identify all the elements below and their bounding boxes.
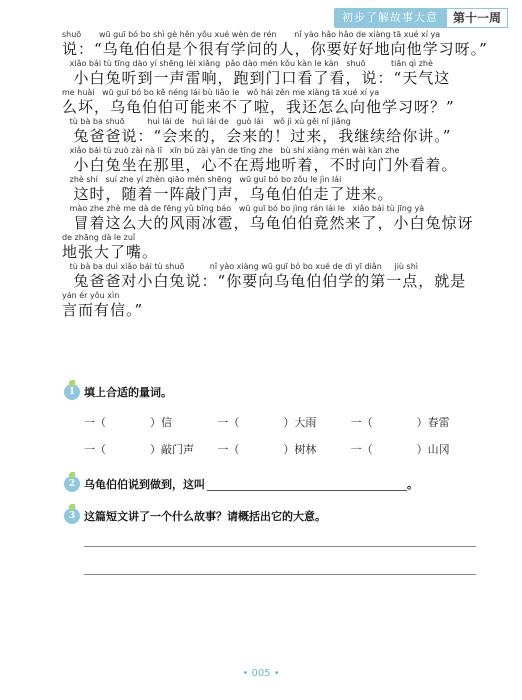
page-number: • 005 • [242,668,280,679]
header-week: 第十一周 [446,8,508,28]
fill-item [84,441,217,457]
header-subtitle: 初步了解故事大意 [334,8,446,28]
hanzi-line: 么坏，乌龟伯伯可能来不了啦，我还怎么向他学习呀？” [62,98,455,116]
hanzi-line: 兔爸爸对小白兔说：“你要向乌龟伯伯学的第一点，就是 [62,272,467,290]
hanzi-line: 兔爸爸说：“会来的，会来的！过来，我继续给你讲。” [62,127,452,145]
answer-blank[interactable] [207,478,407,491]
fill-suffix: ）信 [150,416,172,429]
fill-suffix: ）敲门声 [150,443,194,456]
passage [62,30,502,320]
fill-item [351,441,484,457]
passage-line [62,262,502,291]
fill-row [84,414,484,430]
passage-line [62,146,502,175]
passage-line [62,59,502,88]
passage-line [62,175,502,204]
hanzi-line: 小白兔听到一声雷响，跑到门口看了看，说：“天气这 [62,69,451,87]
question-number-badge: 2 [64,476,80,492]
question-end: 。 [407,478,418,491]
pinyin-line: mào zhe zhè me dà de fēng yǔ bīng báo wū guī bó bo jìng rán lái le xiǎo bái tù jīng yà [62,204,425,213]
passage-line [62,233,502,262]
hanzi-line: 这时，随着一阵敲门声，乌龟伯伯走了进来。 [62,185,394,203]
hanzi-line: 说：“乌龟伯伯是个很有学问的人，你要好好地向他学习呀。” [62,40,488,58]
fill-suffix: ）树林 [283,443,317,456]
pinyin-line: yán ér yǒu xìn [62,291,120,300]
fill-item [217,441,350,457]
question-3 [64,508,326,524]
question-text: 这篇短文讲了一个什么故事？请概括出它的大意。 [84,510,326,523]
fill-prefix: 一（ [217,416,240,429]
fill-prefix: 一（ [350,443,373,456]
pinyin-line: zhè shí suí zhe yí zhèn qiāo mén shēng wū guī bó bo zǒu le jìn lái [62,175,342,184]
fill-prefix: 一（ [217,443,240,456]
hanzi-line: 小白兔坐在那里，心不在焉地听着，不时向门外看着。 [62,156,458,174]
question-number-badge: 3 [64,508,80,524]
passage-line [62,204,502,233]
hanzi-line: 地张大了嘴。 [62,243,159,261]
answer-line[interactable] [84,546,476,547]
fill-suffix: ）春雷 [416,416,450,429]
answer-line[interactable] [84,574,476,575]
pinyin-line: tù bà ba duì xiǎo bái tù shuō nǐ yào xiàng wū guī bó bo xué de dì yī diǎn jiù shì [62,262,418,271]
pinyin-line: me huài wū guī bó bo kě néng lái bù liǎo le wǒ hái zěn me xiàng tā xué xí ya [62,88,380,97]
hanzi-line: 冒着这么大的风雨冰雹，乌龟伯伯竟然来了，小白兔惊讶 [62,214,474,232]
fill-prefix: 一（ [84,416,106,429]
question-text: 乌龟伯伯说到做到，这叫 [84,478,205,491]
question-number-badge: 1 [64,384,80,400]
header-tag [334,8,508,28]
question-2 [64,476,418,492]
question-text: 填上合适的量词。 [84,386,172,399]
fill-item [217,414,350,430]
question-1 [64,384,172,400]
fill-suffix: ）山冈 [416,443,450,456]
pinyin-line: xiǎo bái tù zuò zài nà lǐ xīn bú zài yān de tīng zhe bù shí xiàng mén wài kàn zhe [62,146,400,155]
fill-item [84,414,217,430]
pinyin-line: shuō wū guī bó bo shì gè hěn yǒu xué wèn de rén nǐ yào hǎo hǎo de xiàng tā xué xí ya [62,30,441,39]
fill-prefix: 一（ [84,443,106,456]
fill-suffix: ）大雨 [283,416,317,429]
passage-line [62,117,502,146]
passage-line [62,291,502,320]
fill-row [84,441,484,457]
pinyin-line: xiǎo bái tù tīng dào yí shēng lèi xiǎng pǎo dào mén kǒu kàn le kàn shuō tiān qì zhè [62,59,433,68]
pinyin-line: tù bà ba shuō huì lái de huì lái de guò lái wǒ jì xù gěi nǐ jiǎng [62,117,351,126]
hanzi-line: 言而有信。” [62,301,144,319]
fill-prefix: 一（ [350,416,373,429]
passage-line [62,88,502,117]
pinyin-line: de zhāng dà le zuǐ [62,233,136,242]
fill-item [351,414,484,430]
passage-line [62,30,502,59]
